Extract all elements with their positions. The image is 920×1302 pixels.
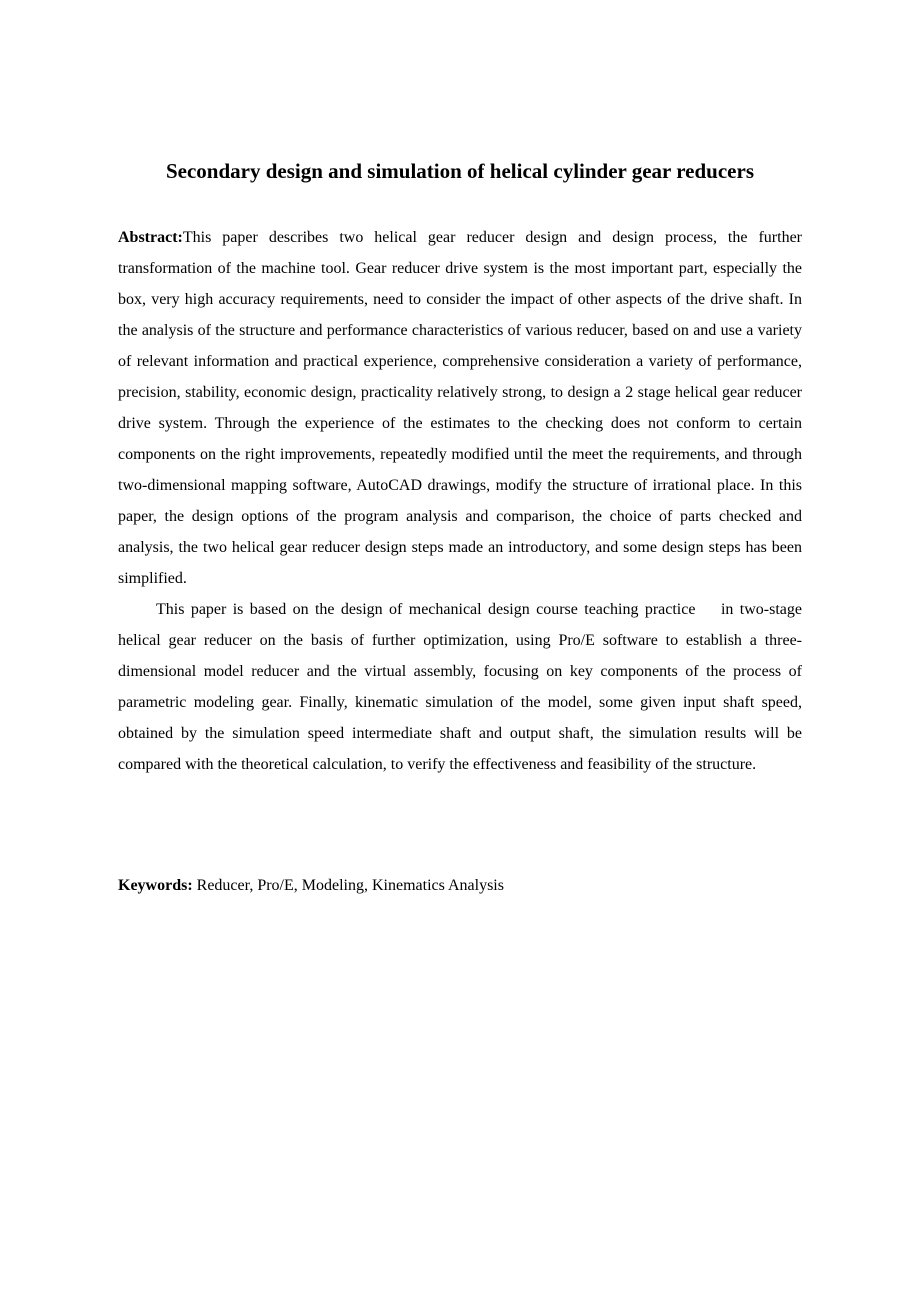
abstract-label: Abstract: [118, 229, 183, 246]
keywords-label: Keywords: [118, 877, 193, 894]
abstract-paragraph-2: This paper is based on the design of mechanical design course teaching practice in two-stage helical gear reducer on the basis of further optimization, using Pro/E software to establish a three-dimensional model reducer and the virtual assembly, focusing on key components of the process of parametric modeling gear. Finally, kinematic simulation of the model, some given input shaft speed, obtained by the simulation speed intermediate shaft and output shaft, the simulation results will be compared with the theoretical calculation, to verify the effectiveness and feasibility of the structure. [118, 601, 806, 773]
abstract-section [118, 222, 806, 780]
abstract-text-1: This paper describes two helical gear reducer design and design process, the further transformation of the machine tool. Gear reducer drive system is the most important part, especially the box, very high accuracy requirements, need to consider the impact of other aspects of the drive shaft. In the analysis of the structure and performance characteristics of various reducer, based on and use a variety of relevant information and practical experience, comprehensive consideration a variety of performance, precision, stability, economic design, practicality relatively strong, to design a 2 stage helical gear reducer drive system. Through the experience of the estimates to the checking does not conform to certain components on the right improvements, repeatedly modified until the meet the requirements, and through two-dimensional mapping software, AutoCAD drawings, modify the structure of irrational place. In this paper, the design options of the program analysis and comparison, the choice of parts checked and analysis, the two helical gear reducer design steps made an introductory, and some design steps has been simplified. [118, 229, 802, 587]
keywords-line [118, 870, 802, 901]
paper-title: Secondary design and simulation of helical cylinder gear reducers [165, 159, 754, 183]
abstract-paragraph-1 [118, 222, 802, 594]
keywords-text: Reducer, Pro/E, Modeling, Kinematics Analysis [192, 877, 504, 894]
